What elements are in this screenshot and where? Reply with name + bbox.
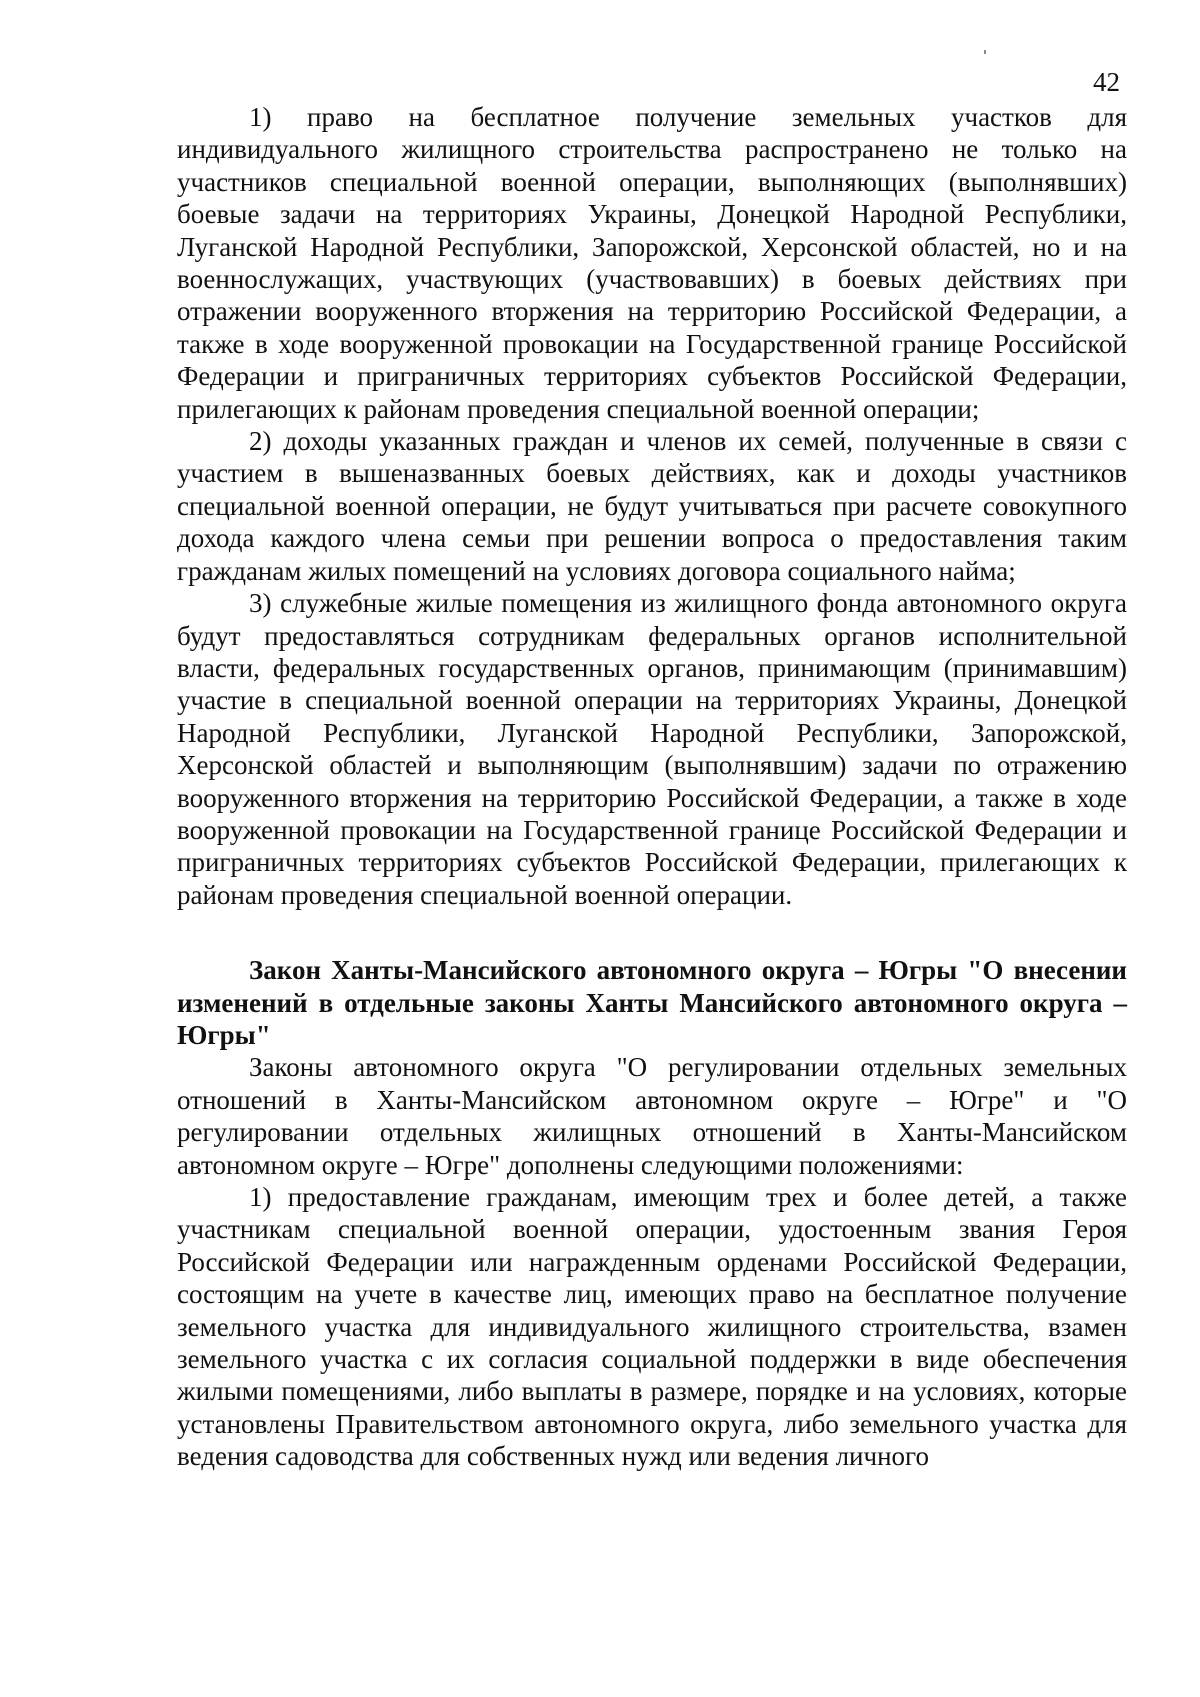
paragraph-large-families: 1) предоставление гражданам, имеющим трех и более детей, а также участникам специальной военной операции, удостоенным звания Героя Российской Федерации или награжденным орденами Российской Федерации, состоящим на учете в качестве лиц, имеющих право на бесплатное получение земельного участка для индивидуального жилищного строительства, взамен земельного участка с их согласия социальной поддержки в виде обеспечения жилыми помещениями, либо выплаты в размере, порядке и на условиях, которые установлены Правительством автономного округа, либо земельного участка для ведения садоводства для собственных нужд или ведения личного: [177, 1182, 1127, 1472]
paragraph-laws-amended: Законы автономного округа "О регулировании отдельных земельных отношений в Ханты-Мансийском автономном округе – Югре" и "О регулировании отдельных жилищных отношений в Ханты-Мансийском автономном округе – Югре" дополнены следующими положениями:: [177, 1052, 1127, 1180]
scan-artifact: [984, 50, 986, 54]
law-heading: Закон Ханты-Мансийского автономного округа – Югры "О внесении изменений в отдельные законы Ханты Мансийского автономного округа – Югры": [177, 955, 1127, 1050]
paragraph-svo-land-right: 1) право на бесплатное получение земельных участков для индивидуального жилищного строительства распространено не только на участников специальной военной операции, выполняющих (выполнявших) боевые задачи на территориях Украины, Донецкой Народной Республики, Луганской Народной Республики, Запорожской, Херсонской областей, но и на военнослужащих, участвующих (участвовавших) в боевых действиях при отражении вооруженного вторжения на территорию Российской Федерации, а также в ходе вооруженной провокации на Государственной границе Российской Федерации и приграничных территориях субъектов Российской Федерации, прилегающих к районам проведения специальной военной операции;: [177, 102, 1127, 424]
paragraph-service-housing: 3) служебные жилые помещения из жилищного фонда автономного округа будут предоставляться сотрудникам федеральных органов исполнительной власти, федеральных государственных органов, принимающим (принимавшим) участие в специальной военной операции на территориях Украины, Донецкой Народной Республики, Луганской Народной Республики, Запорожской, Херсонской областей и выполняющим (выполнявшим) задачи по отражению вооруженного вторжения на территорию Российской Федерации, а также в ходе вооруженной провокации на Государственной границе Российской Федерации и приграничных территориях субъектов Российской Федерации, прилегающих к районам проведения специальной военной операции.: [177, 588, 1127, 910]
page-number: 42: [1093, 67, 1120, 97]
document-body: [177, 101, 1127, 1473]
paragraph-income-exclusion: 2) доходы указанных граждан и членов их семей, полученные в связи с участием в вышеназванных боевых действиях, как и доходы участников специальной военной операции, не будут учитываться при расчете совокупного дохода каждого члена семьи при решении вопроса о предоставления таким гражданам жилых помещений на условиях договора социального найма;: [177, 426, 1127, 586]
